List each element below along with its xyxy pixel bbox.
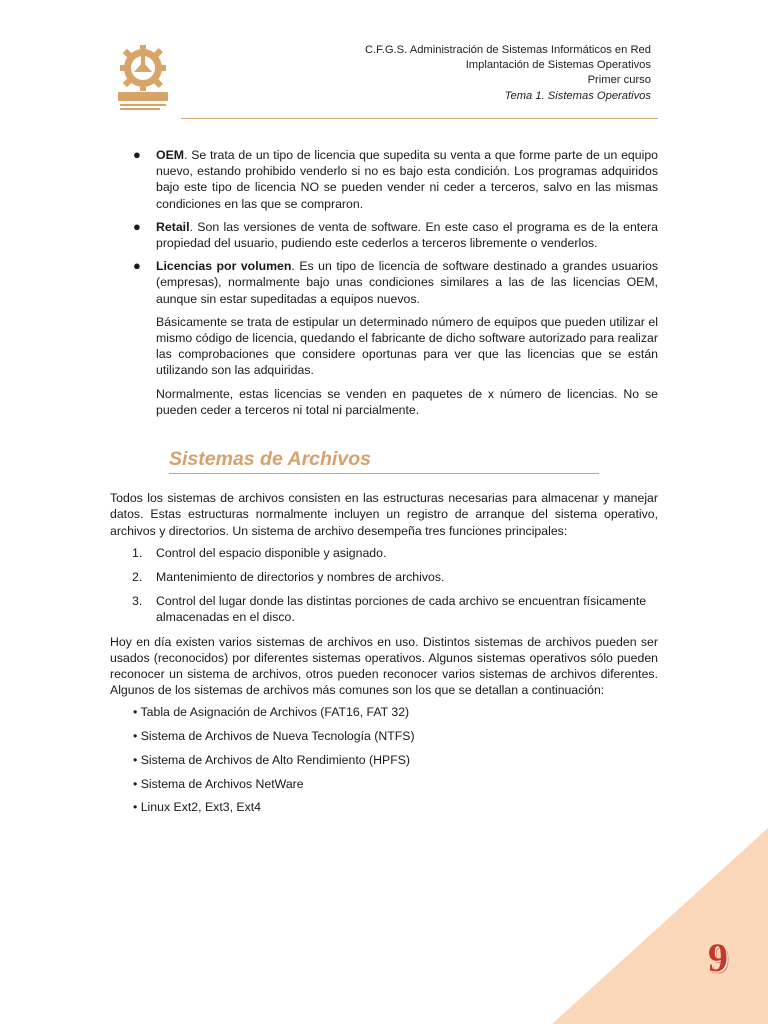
header-year: Primer curso [587, 74, 651, 87]
license-term: OEM [156, 148, 185, 162]
header-divider [181, 118, 658, 119]
list-item-volume [110, 258, 658, 418]
list-item [110, 569, 658, 585]
list-item [110, 545, 658, 561]
section-title: Sistemas de Archivos [169, 451, 599, 474]
license-paragraph [156, 219, 658, 251]
page-number: 9 [708, 935, 728, 980]
bullet-icon: ● [133, 258, 141, 274]
list-item: • Linux Ext2, Ext3, Ext4 [133, 800, 262, 815]
list-item: • Sistema de Archivos NetWare [133, 776, 304, 791]
functions-list [110, 545, 658, 626]
header-course: C.F.G.S. Administración de Sistemas Informáticos en Red [364, 44, 651, 56]
license-extra-paragraph: Normalmente, estas licencias se venden en paquetes de x número de licencias. No se pueden ceder a terceros ni total ni parcialmente. [156, 386, 658, 417]
list-item: • Sistema de Archivos de Nueva Tecnología (NTFS) [133, 729, 415, 744]
bullet-icon: ● [133, 218, 141, 234]
section-paragraph: Hoy en día existen varios sistemas de archivos en uso. Distintos sistemas de archivos pueden ser usados (reconocidos) por diferentes sistemas operativos. Algunos sistemas operativos sólo pueden reconocer un sistema de archivos, otros pueden reconocer varios sistemas de archivos diferentes. Algunos de los sistemas de archivos más comunes son los que se detallan a continuación: [110, 634, 658, 698]
item-number: 1. [132, 545, 143, 560]
list-item-oem [110, 147, 658, 212]
document-header [365, 43, 651, 104]
license-term: Licencias por volumen [156, 259, 292, 274]
item-number: 2. [132, 570, 143, 585]
license-term: Retail [156, 219, 190, 234]
section-intro: Todos los sistemas de archivos consisten en las estructuras necesarias para almacenar y manejar datos. Estas estructuras normalmente incluyen un registro de arranque del sistema operativo, archivos y directorios. Un sistema de archivo desempeña tres funciones principales: [110, 491, 658, 538]
list-item: • Sistema de Archivos de Alto Rendimiento (HPFS) [133, 752, 411, 767]
list-item-retail [110, 219, 658, 251]
item-text: Control del lugar donde las distintas porciones de cada archivo se encuentran físicamente almacenadas en el disco. [156, 594, 647, 625]
bullet-icon: ● [133, 147, 141, 162]
filesystem-list [110, 704, 658, 815]
license-paragraph [156, 147, 658, 212]
list-item: • Tabla de Asignación de Archivos (FAT16, FAT 32) [133, 705, 410, 720]
license-list [110, 147, 658, 418]
corner-decoration [552, 828, 768, 1024]
list-item [110, 593, 658, 625]
license-paragraph [156, 258, 658, 307]
item-text: Mantenimiento de directorios y nombres de archivos. [156, 570, 445, 585]
license-text: . Son las versiones de venta de software. En este caso el programa es de la entera propiedad del usuario, pudiendo este cederlos a terceros libremente o venderlos. [156, 219, 658, 251]
license-extra-paragraph: Básicamente se trata de estipular un determinado número de equipos que pueden utilizar el mismo código de licencia, quedando el fabricante de dicho software autorizado para realizar las comprobaciones que considere oportunas para ver que las licencias que se están utilizando son las adquiridas. [156, 314, 658, 378]
item-number: 3. [132, 594, 143, 609]
header-topic: Tema 1. Sistemas Operativos [504, 89, 651, 102]
school-logo [112, 44, 174, 114]
license-text: . Es un tipo de licencia de software destinado a grandes usuarios (empresas), normalmente bajo unas condiciones similares a las de las licencias OEM, aunque sin estar supeditadas a equipos nuevos. [156, 259, 658, 306]
item-text: Control del espacio disponible y asignado. [156, 545, 387, 560]
header-module: Implantación de Sistemas Operativos [465, 59, 651, 72]
page-content [110, 147, 658, 823]
license-text: . Se trata de un tipo de licencia que supedita su venta a que forme parte de un equipo nuevo, estando prohibido venderlo si no es bajo esta condición. Los programas adquiridos bajo este tipo de licencia NO se pueden vender ni ceder a terceros, salvo en las mismas condiciones en las que se compraron. [156, 148, 658, 211]
